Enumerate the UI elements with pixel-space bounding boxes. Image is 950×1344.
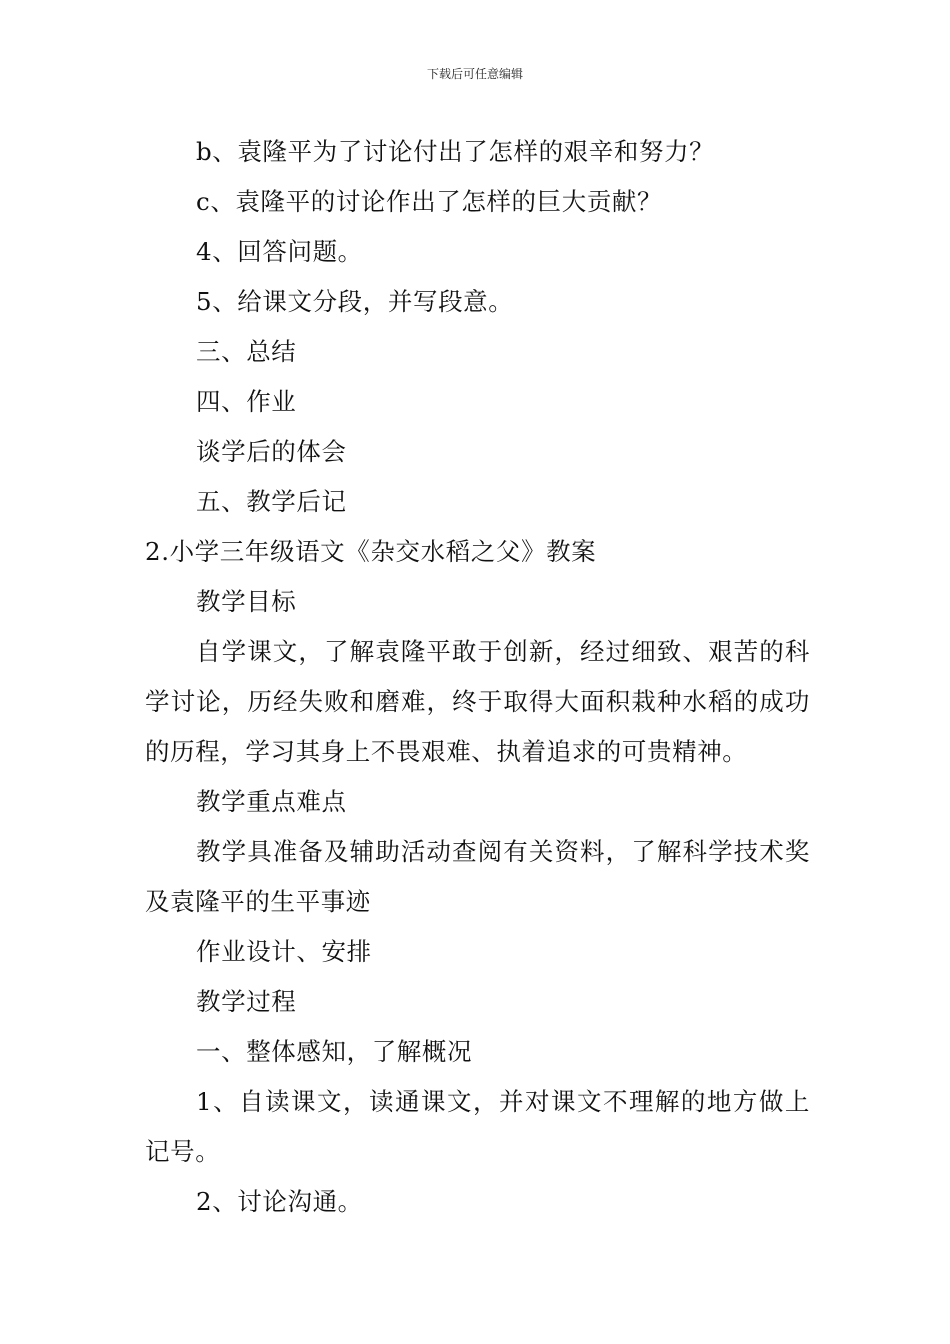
homework-text: 谈学后的体会 bbox=[196, 437, 347, 466]
heading-process: 教学过程 bbox=[196, 987, 297, 1016]
document-body bbox=[145, 127, 810, 1227]
process-item-2: 2、讨论沟通。 bbox=[196, 1187, 363, 1216]
page-header: 下载后可任意编辑 bbox=[426, 67, 523, 81]
heading-key-points: 教学重点难点 bbox=[196, 787, 347, 816]
lesson-title: 2.小学三年级语文《杂交水稻之父》教案 bbox=[145, 537, 597, 566]
process-step-1: 一、整体感知，了解概况 bbox=[196, 1037, 473, 1066]
preparation-text: 教学具准备及辅助活动查阅有关资料，了解科学技术奖及袁隆平的生平事迹 bbox=[145, 837, 810, 916]
step-5: 5、给课文分段，并写段意。 bbox=[196, 287, 514, 316]
section-postscript: 五、教学后记 bbox=[196, 487, 347, 516]
process-item-1: 1、自读课文，读通课文，并对课文不理解的地方做上记号。 bbox=[145, 1087, 810, 1166]
objectives-text: 自学课文，了解袁隆平敢于创新，经过细致、艰苦的科学讨论，历经失败和磨难，终于取得大面积栽种水稻的成功的历程，学习其身上不畏艰难、执着追求的可贵精神。 bbox=[145, 637, 810, 766]
question-b: b、袁隆平为了讨论付出了怎样的艰辛和努力？ bbox=[196, 137, 715, 166]
section-summary: 三、总结 bbox=[196, 337, 297, 366]
heading-assignment: 作业设计、安排 bbox=[196, 937, 372, 966]
question-c: c、袁隆平的讨论作出了怎样的巨大贡献？ bbox=[196, 187, 663, 216]
section-homework: 四、作业 bbox=[196, 387, 297, 416]
step-4: 4、回答问题。 bbox=[196, 237, 363, 266]
heading-objectives: 教学目标 bbox=[196, 587, 297, 616]
